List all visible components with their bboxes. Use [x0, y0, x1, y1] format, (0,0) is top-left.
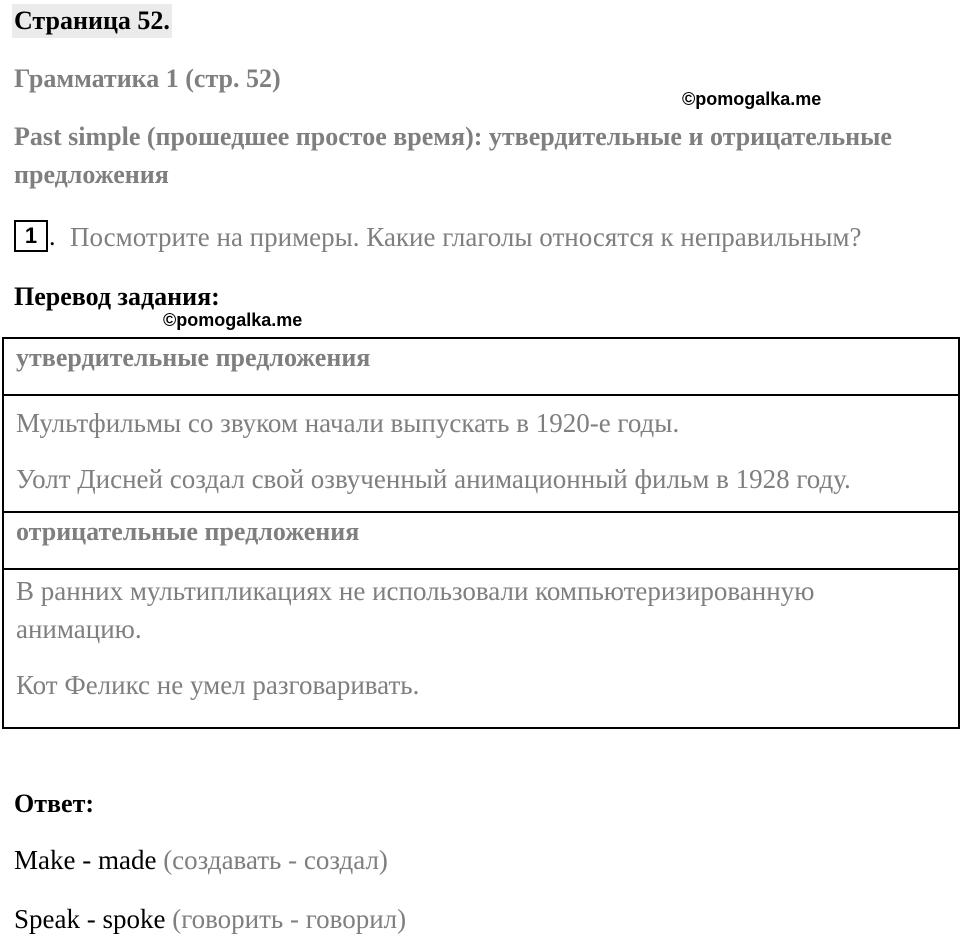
- examples-table: [2, 337, 960, 729]
- task-number-dot: .: [49, 222, 56, 251]
- answer-item: [14, 902, 406, 936]
- negative-header: [4, 513, 958, 570]
- grammar-topic: Past simple (прошедшее простое время): утвердительные и отрицательные предложения: [14, 122, 892, 189]
- answer-translation: (говорить - говорил): [172, 904, 407, 934]
- negative-examples: [4, 570, 958, 725]
- answer-item: [14, 843, 388, 877]
- affirmative-header-text: утвердительные предложения: [16, 343, 371, 372]
- affirmative-header: [4, 339, 958, 396]
- affirmative-example: Уолт Дисней создал свой озвученный анимационный фильм в 1928 году.: [16, 464, 851, 494]
- answer-translation: (создавать - создал): [163, 845, 388, 875]
- page-title: Страница 52.: [12, 4, 172, 38]
- answer-verbs: Speak - spoke: [14, 904, 166, 934]
- answer-label: Ответ:: [14, 789, 95, 818]
- negative-example: Кот Феликс не умел разговаривать.: [16, 670, 420, 700]
- negative-example: В ранних мультипликациях не использовали компьютеризированную анимацию.: [16, 576, 815, 644]
- affirmative-examples: [4, 396, 958, 513]
- negative-header-text: отрицательные предложения: [16, 517, 360, 546]
- task-instruction: Посмотрите на примеры. Какие глаголы относятся к неправильным?: [70, 222, 862, 252]
- affirmative-example: Мультфильмы со звуком начали выпускать в 1920-е годы.: [16, 408, 680, 438]
- watermark: ©pomogalka.me: [163, 310, 303, 330]
- translation-label: Перевод задания:: [14, 282, 220, 311]
- section-title: Грамматика 1 (стр. 52): [14, 64, 281, 93]
- answer-verbs: Make - made: [14, 845, 157, 875]
- task-number-box: 1: [14, 220, 48, 252]
- watermark: ©pomogalka.me: [682, 89, 822, 109]
